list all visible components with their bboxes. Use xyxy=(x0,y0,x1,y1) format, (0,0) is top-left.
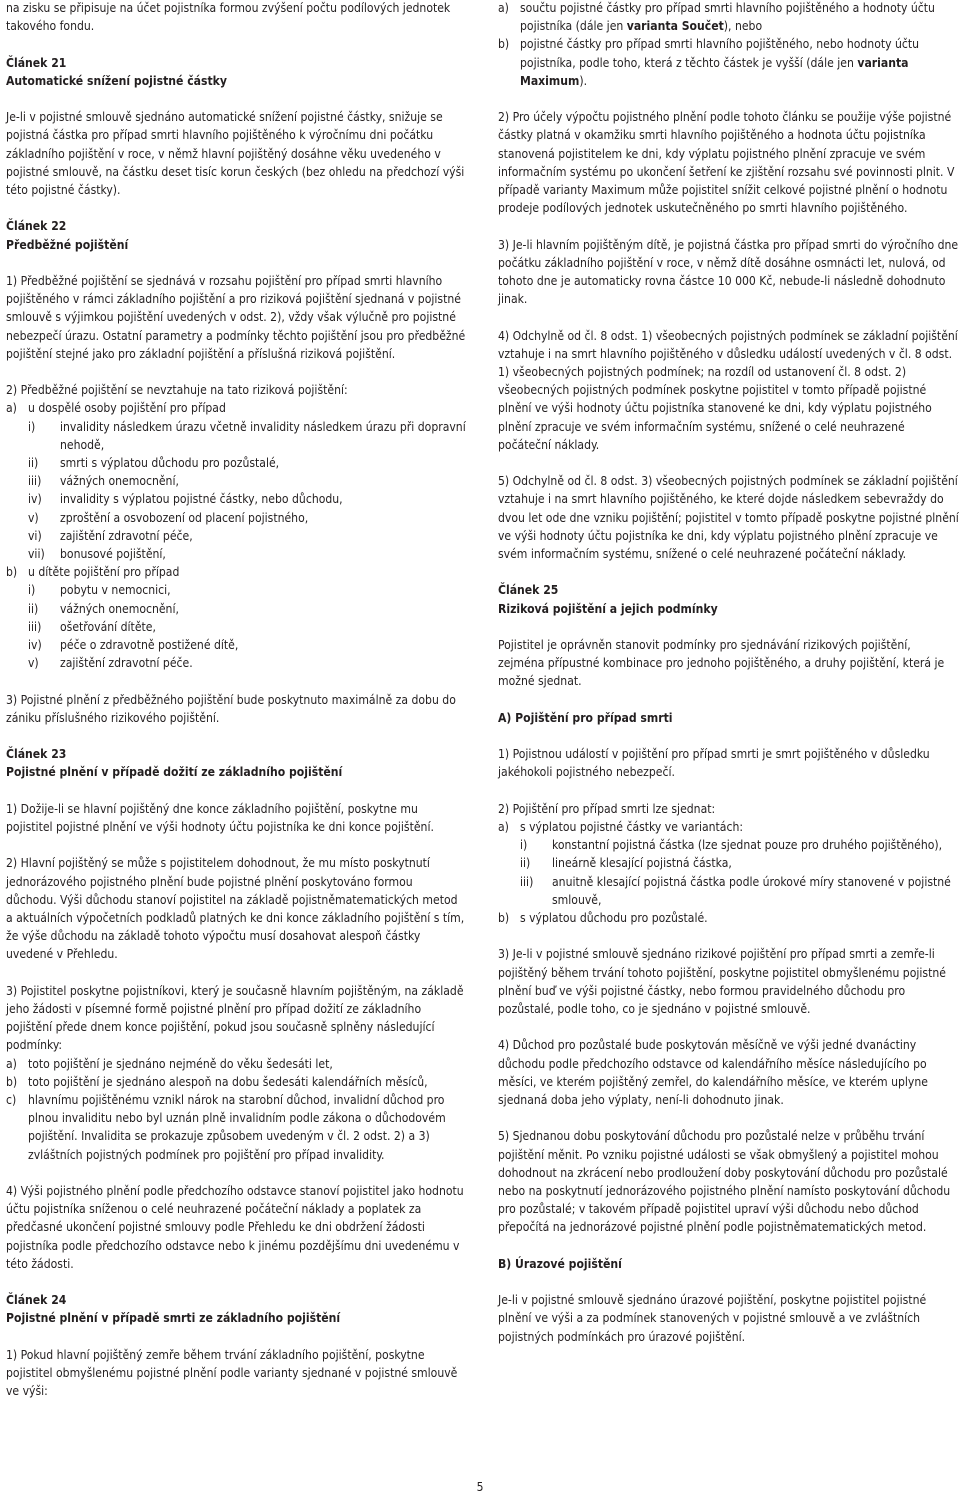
list-marker: v) xyxy=(28,510,39,525)
article-22-subtitle: Předběžné pojištění xyxy=(6,237,129,252)
article-24-paragraph-5: 5) Odchylně od čl. 8 odst. 3) všeobecných pojistných podmínek se základní pojištění vztahuje i na smrt hlavního pojištěného, ke které dojde následkem sebevraždy do dvou let ode dne vzniku pojištění; pojistitel v tomto případě poskytne pojistné plnění ve výši hodnoty účtu pojistníka ke dni, kdy výplatu pojistného plnění zpracuje ve svém informačním systému, snížené o celé neuhrazené počáteční náklady. xyxy=(498,474,959,562)
article-24-paragraph-3: 3) Je-li hlavním pojištěným dítě, je pojistná částka pro případ smrti do výročního dne počátku základního pojištění v roce, v němž dítě dosáhne osmnácti let, nulová, od tohoto dne je automaticky rovna částce 10 000 Kč, nebude-li následně dohodnuto jinak. xyxy=(498,237,959,307)
variant-maximum-label: varianta Maximum xyxy=(520,55,909,88)
list-item xyxy=(520,836,960,854)
article-24-paragraph-2: 2) Pro účely výpočtu pojistného plnění podle tohoto článku se použije výše pojistné částky platná v okamžiku smrti hlavního pojištěného a hodnota účtu pojistníka stanovená pojistitelem ke dni, kdy výplatu pojistného plnění zpracuje ve svém informačním systému po ukončení šetření ke zjištění rozsahu své povinnosti plnit. V případě varianty Maximum může pojistitel snížit celkové pojistné plnění o hodnotu prodeje podílových jednotek uskutečněného po smrti hlavního pojištěného. xyxy=(498,110,955,216)
list-item xyxy=(498,0,960,35)
list-item xyxy=(28,527,466,545)
list-item xyxy=(28,472,466,490)
article-24-subtitle: Pojistné plnění v případě smrti ze základního pojištění xyxy=(6,1311,341,1326)
list-item xyxy=(28,581,466,599)
list-marker: b) xyxy=(6,1074,18,1089)
section-b-paragraph-1: Je-li v pojistné smlouvě sjednáno úrazové pojištění, poskytne pojistitel pojistné plnění ve výši a za podmínek stanovených v pojistné smlouvě a ve zvláštních pojistných podmínkách pro úrazové pojištění. xyxy=(498,1293,927,1344)
list-item xyxy=(520,873,960,909)
list-marker: b) xyxy=(6,565,18,580)
article-21-subtitle: Automatické snížení pojistné částky xyxy=(6,73,228,88)
variant-sum-label: varianta Součet xyxy=(626,19,724,34)
list-item xyxy=(498,909,960,927)
page-number: 5 xyxy=(476,1480,484,1494)
list-text: u dítěte pojištění pro případ xyxy=(28,565,180,580)
list-item xyxy=(28,418,466,454)
list-text: vážných onemocnění, xyxy=(60,601,179,616)
article-21-paragraph: Je-li v pojistné smlouvě sjednáno automatické snížení pojistné částky, snižuje se pojistná částka pro případ smrti hlavního pojištěného k výročnímu dni počátku základního pojištění v roce, v němž hlavní pojištěný dosáhne věku uvedeného v pojistné smlouvě, na částku deset tisíc korun českých (bez ohledu na předchozí výši této pojistné částky). xyxy=(6,110,465,197)
list-marker: i) xyxy=(28,583,36,598)
list-text: zajištění zdravotní péče, xyxy=(60,528,193,543)
list-marker: vii) xyxy=(28,547,45,562)
list-item xyxy=(498,35,960,90)
article-23-paragraph-3: 3) Pojistitel poskytne pojistníkovi, který je současně hlavním pojištěným, na základě jeho žádosti v písemné formě pojistné plnění pro případ dožití ze základního pojištění přede dnem konce pojištění, pokud jsou současně splněny následující podmínky: xyxy=(6,983,464,1053)
list-marker: i) xyxy=(520,838,528,853)
list-item xyxy=(6,563,466,581)
section-a-paragraph-5: 5) Sjednanou dobu poskytování důchodu pro pozůstalé nelze v průběhu trvání pojištění měnit. Po vzniku pojistné události se však obmyšlený a pojistitel mohou dohodnout na zkrácení nebo prodloužení doby poskytování důchodu pro pozůstalé nebo na poskytnutí jednorázového pojistného plnění namísto poskytování důchodu pro pozůstalé; v takovém případě pojistitel upraví výši důchodu nebo důchod přepočítá na jednorázové pojistné plnění podle pojistněmatematických metod. xyxy=(498,1129,951,1235)
left-column xyxy=(6,0,466,1400)
list-text: invalidity s výplatou pojistné částky, nebo důchodu, xyxy=(60,492,343,507)
list-item xyxy=(28,454,466,472)
list-item xyxy=(6,1091,466,1164)
section-a-paragraph-4: 4) Důchod pro pozůstalé bude poskytován měsíčně ve výši jedné dvanáctiny důchodu podle předchozího odstavce od kalendářního měsíce následujícího po měsíci, ve kterém pojištěný zemřel, do kalendářního měsíce, ve kterém uplyne sjednaná doba jeho výplaty, není-li dohodnuto jinak. xyxy=(498,1038,928,1108)
list-text: hlavnímu pojištěnému vznikl nárok na starobní důchod, invalidní důchod pro plnou invaliditu nebo byl uznán plně invalidním podle zákona o důchodovém pojištění. Invalidita se prokazuje způsobem uvedeným v čl. 2 odst. 2) a 3) zvláštních pojistných podmínek pro pojištění pro případ invalidity. xyxy=(28,1093,446,1162)
list-marker: a) xyxy=(498,820,509,834)
list-text: zproštění a osvobození od placení pojistného, xyxy=(60,510,309,525)
list-text: bonusové pojištění, xyxy=(60,547,166,562)
list-text: zajištění zdravotní péče. xyxy=(60,656,193,671)
article-22-paragraph-1: 1) Předběžné pojištění se sjednává v rozsahu pojištění pro případ smrti hlavního pojištěného v rámci základního pojištění a pro riziková pojištění sjednaná v pojistné smlouvě s výjimkou pojištění uvedených v odst. 2), vždy však výlučně pro pojistné nebezpečí úrazu. Ostatní parametry a podmínky těchto pojištění jsou pro předběžné pojištění stejné jako pro základní pojištění a příslušná riziková pojištění. xyxy=(6,273,466,361)
list-text: anuitně klesající pojistná částka podle úrokové míry stanovené v pojistné smlouvě, xyxy=(552,874,951,907)
list-marker: iv) xyxy=(28,492,42,507)
list-text: pobytu v nemocnici, xyxy=(60,583,171,598)
section-a-title: A) Pojištění pro případ smrti xyxy=(498,710,673,725)
intro-paragraph: na zisku se připisuje na účet pojistníka formou zvýšení počtu podílových jednotek takového fondu. xyxy=(6,1,451,34)
list-text: vážných onemocnění, xyxy=(60,474,179,489)
list-text: s výplatou pojistné částky ve variantách: xyxy=(520,820,744,834)
list-text: konstantní pojistná částka (lze sjednat pouze pro druhého pojištěného), xyxy=(552,838,943,853)
list-text: toto pojištění je sjednáno nejméně do věku šedesáti let, xyxy=(28,1056,333,1071)
list-marker: iv) xyxy=(28,638,42,653)
article-23-title: Článek 23 xyxy=(6,747,67,762)
list-text: ošetřování dítěte, xyxy=(60,619,156,634)
list-marker: b) xyxy=(498,911,510,926)
list-marker: v) xyxy=(28,656,39,671)
list-text: lineárně klesající pojistná částka, xyxy=(552,856,732,871)
list-marker: a) xyxy=(498,1,509,15)
list-marker: iii) xyxy=(28,619,42,634)
list-item xyxy=(28,490,466,508)
article-22-title: Článek 22 xyxy=(6,219,67,234)
list-marker: vi) xyxy=(28,528,42,543)
article-25-title: Článek 25 xyxy=(498,583,559,598)
list-marker: ii) xyxy=(28,456,39,470)
list-text: s výplatou důchodu pro pozůstalé. xyxy=(520,911,708,926)
list-text: péče o zdravotně postižené dítě, xyxy=(60,638,239,653)
list-text: toto pojištění je sjednáno alespoň na dobu šedesáti kalendářních měsíců, xyxy=(28,1074,428,1089)
list-marker: iii) xyxy=(520,874,534,889)
section-a-paragraph-2: 2) Pojištění pro případ smrti lze sjednat: xyxy=(498,801,716,816)
list-item xyxy=(6,399,466,417)
list-marker: a) xyxy=(6,1056,17,1071)
list-item xyxy=(520,854,960,872)
list-item xyxy=(28,636,466,654)
list-marker: b) xyxy=(498,37,510,52)
list-marker: a) xyxy=(6,401,17,416)
list-marker: i) xyxy=(28,419,36,434)
list-item xyxy=(28,654,466,672)
list-text: součtu pojistné částky pro případ smrti hlavního pojištěného a hodnoty účtu pojistníka (dále jen varianta Součet), nebo xyxy=(520,1,935,34)
list-item xyxy=(6,1055,466,1073)
section-a-paragraph-1: 1) Pojistnou událostí v pojištění pro případ smrti je smrt pojištěného v důsledku jakéhokoli pojistného nebezpečí. xyxy=(498,747,930,780)
right-column xyxy=(498,0,960,1346)
list-text: u dospělé osoby pojištění pro případ xyxy=(28,401,226,416)
article-23-paragraph-4: 4) Výši pojistného plnění podle předchozího odstavce stanoví pojistitel jako hodnotu účtu pojistníka sníženou o celé neuhrazené počáteční náklady a poplatek za předčasné ukončení pojistné smlouvy podle Přehledu ke dni obdržení žádosti pojistníka podle předchozího odstavce nebo k jinému pozdějšímu dni uvedenému v této žádosti. xyxy=(6,1184,464,1271)
article-23-subtitle: Pojistné plnění v případě dožití ze základního pojištění xyxy=(6,765,343,780)
article-22-paragraph-2: 2) Předběžné pojištění se nevztahuje na tato riziková pojištění: xyxy=(6,383,348,398)
list-item xyxy=(28,509,466,527)
list-item xyxy=(28,618,466,636)
article-23-paragraph-1: 1) Dožije-li se hlavní pojištěný dne konce základního pojištění, poskytne mu pojistitel pojistné plnění ve výši hodnoty účtu pojistníka ke dni konce pojištění. xyxy=(6,801,434,835)
article-24-paragraph-4: 4) Odchylně od čl. 8 odst. 1) všeobecných pojistných podmínek se základní pojištění vztahuje i na smrt hlavního pojištěného v důsledku událostí uvedených v čl. 8 odst. 1) všeobecných pojistných podmínek; na rozdíl od ustanovení čl. 8 odst. 2) všeobecných pojistných podmínek poskytne pojistitel v tomto případě pojistné plnění ve výši hodnoty účtu pojistníka stanovené ke dni, kdy výplatu pojistného plnění zpracuje ve svém informačním systému, snížené o celé neuhrazené počáteční náklady. xyxy=(498,328,958,452)
article-23-paragraph-2: 2) Hlavní pojištěný se může s pojistitelem dohodnout, že mu místo poskytnutí jednorázového pojistného plnění bude pojistné plnění poskytováno formou důchodu. Výši důchodu stanoví pojistitel na základě pojistněmatematických metod a aktuálních výpočetních podkladů platných ke dni konce základního pojištění s tím, že výše důchodu na základě tohoto výpočtu musí dosahovat alespoň částky uvedené v Přehledu. xyxy=(6,856,465,962)
list-text: invalidity následkem úrazu včetně invalidity následkem úrazu při dopravní nehodě, xyxy=(60,419,466,452)
article-25-paragraph-1: Pojistitel je oprávněn stanovit podmínky pro sjednávání rizikových pojištění, zejména přípustné kombinace pro jednoho pojištěného, a druhy pojištění, která je možné sjednat. xyxy=(498,638,945,689)
list-item xyxy=(28,545,466,563)
list-item xyxy=(6,1073,466,1091)
list-item xyxy=(498,818,960,836)
section-a-paragraph-3: 3) Je-li v pojistné smlouvě sjednáno rizikové pojištění pro případ smrti a zemře-li pojištěný během trvání tohoto pojištění, poskytne pojistitel obmyšlenému pojistné plnění buď ve výši pojistné částky, nebo formou pravidelného důchodu pro pozůstalé, podle toho, co je sjednáno v pojistné smlouvě. xyxy=(498,947,946,1017)
list-marker: iii) xyxy=(28,474,42,489)
article-24-title: Článek 24 xyxy=(6,1293,67,1308)
list-item xyxy=(28,600,466,618)
article-22-paragraph-3: 3) Pojistné plnění z předběžného pojištění bude poskytnuto maximálně za dobu do zániku příslušného rizikového pojištění. xyxy=(6,692,456,725)
list-marker: ii) xyxy=(520,856,531,871)
list-marker: ii) xyxy=(28,601,39,616)
section-b-title: B) Úrazové pojištění xyxy=(498,1256,622,1271)
list-marker: c) xyxy=(6,1093,17,1108)
article-21-title: Článek 21 xyxy=(6,55,67,70)
article-24-paragraph-1: 1) Pokud hlavní pojištěný zemře během trvání základního pojištění, poskytne pojistitel obmyšlenému pojistné plnění podle varianty sjednané v pojistné smlouvě ve výši: xyxy=(6,1347,458,1399)
list-text: pojistné částky pro případ smrti hlavního pojištěného, nebo hodnoty účtu pojistníka, podle toho, která z těchto částek je vyšší (dále jen varianta Maximum). xyxy=(520,37,920,88)
article-25-subtitle: Riziková pojištění a jejich podmínky xyxy=(498,601,718,616)
list-text: smrti s výplatou důchodu pro pozůstalé, xyxy=(60,456,280,470)
